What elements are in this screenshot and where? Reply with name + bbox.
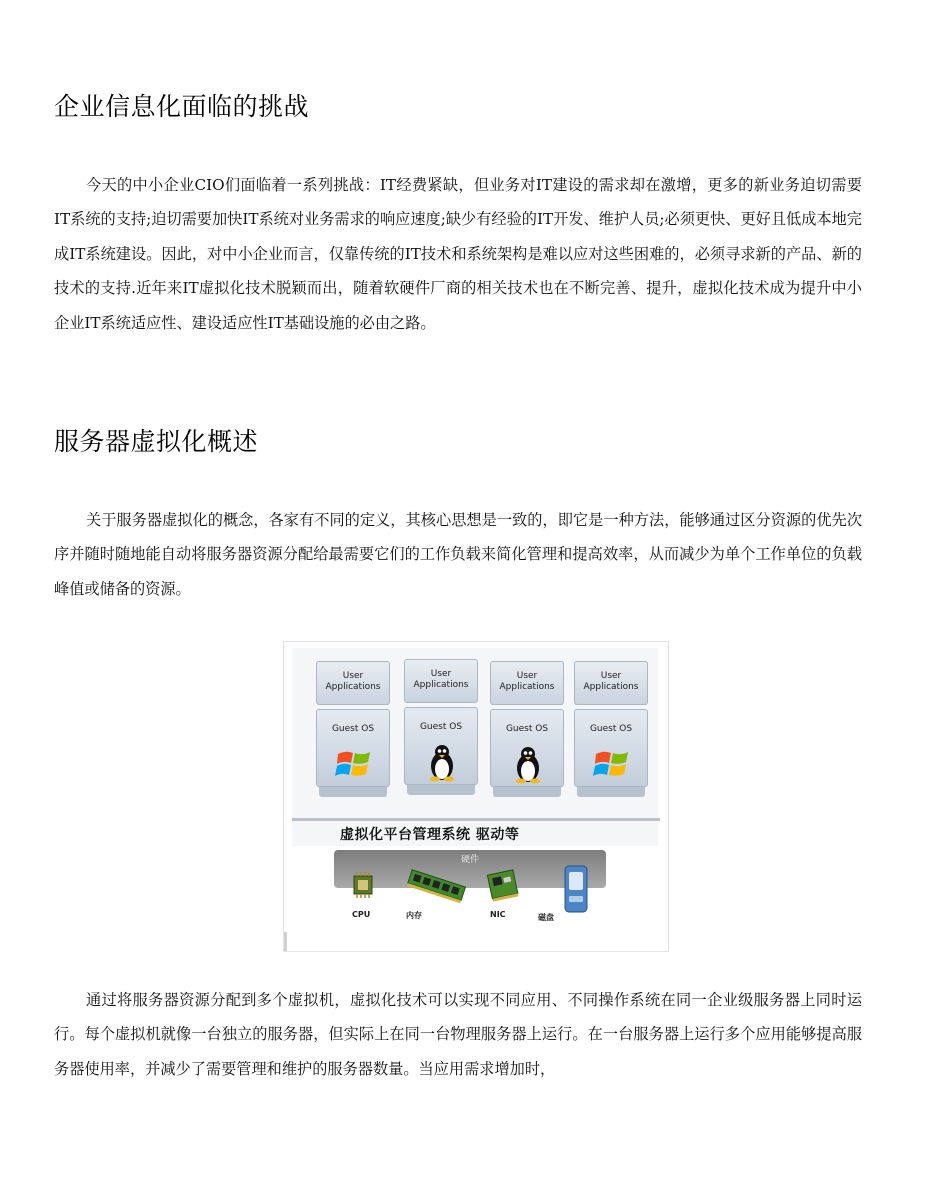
vm-guest-os [316, 709, 390, 787]
vm-guest-os-label: Guest OS [419, 722, 463, 732]
disk-drive-icon [562, 864, 590, 914]
figure-edge-strip [284, 932, 287, 952]
section-paragraph-challenges: 今天的中小企业CIO们面临着一系列挑战：IT经费紧缺，但业务对IT建设的需求却在激增，更多的新业务迫切需要IT系统的支持;迫切需要加快IT系统对业务需求的响应速度;缺少有经验的IT开发、维护人员;必须更快、更好且低成本地完成IT系统建设。因此，对中小企业而言，仅靠传统的IT技术和系统架构是难以应对这些困难的，必须寻求新的产品、新的技术的支持.近年来IT虚拟化技术脱颖而出，随着软硬件厂商的相关技术也在不断完善、提升，虚拟化技术成为提升中小企业IT系统适应性、建设适应性IT基础设施的必由之路。 [54, 176, 862, 332]
section-paragraph-server-virtualization: 关于服务器虚拟化的概念，各家有不同的定义，其核心思想是一致的，即它是一种方法，能够通过区分资源的优先次序并随时随地能自动将服务器资源分配给最需要它们的工作负载来简化管理和提高效率，从而减少为单个工作单位的负载峰值或储备的资源。 [54, 511, 862, 598]
vm-guest-os [574, 709, 648, 787]
vm-guest-os [404, 707, 478, 785]
vm-base-shadow [407, 785, 475, 795]
virtualization-platform-label: 虚拟化平台管理系统 驱动等 [340, 827, 520, 843]
platform-divider [292, 818, 660, 821]
windows-icon [334, 744, 374, 784]
section-heading-challenges: 企业信息化面临的挑战 [54, 92, 310, 121]
virtualization-architecture-figure [283, 641, 669, 952]
linux-tux-icon [422, 742, 462, 782]
nic-label: NIC [490, 910, 506, 919]
vm-base-shadow [493, 787, 561, 797]
section-heading-server-virtualization: 服务器虚拟化概述 [54, 427, 259, 456]
vm-guest-os-label: Guest OS [331, 724, 375, 734]
vm-user-applications: User Applications [404, 659, 478, 703]
vm-user-applications: User Applications [574, 661, 648, 705]
cpu-chip-icon [350, 870, 376, 902]
vm-guest-os-label: Guest OS [505, 724, 549, 734]
vm-base-shadow [577, 787, 645, 797]
vm-user-applications: User Applications [490, 661, 564, 705]
disk-label: 磁盘 [538, 913, 554, 922]
vm-guest-os-label: Guest OS [589, 724, 633, 734]
hardware-label: 硬件 [460, 855, 479, 865]
vm-guest-os [490, 709, 564, 787]
memory-module-icon [404, 864, 468, 910]
network-card-icon [484, 866, 524, 906]
memory-label: 内存 [406, 911, 422, 920]
vm-base-shadow [319, 787, 387, 797]
linux-tux-icon [508, 744, 548, 784]
windows-icon [592, 744, 632, 784]
closing-paragraph: 通过将服务器资源分配到多个虚拟机，虚拟化技术可以实现不同应用、不同操作系统在同一企业级服务器上同时运行。每个虚拟机就像一台独立的服务器，但实际上在同一台物理服务器上运行。在一台服务器上运行多个应用能够提高服务器使用率，并减少了需要管理和维护的服务器数量。当应用需求增加时， [54, 991, 862, 1078]
vm-user-applications: User Applications [316, 661, 390, 705]
cpu-label: CPU [352, 910, 371, 919]
